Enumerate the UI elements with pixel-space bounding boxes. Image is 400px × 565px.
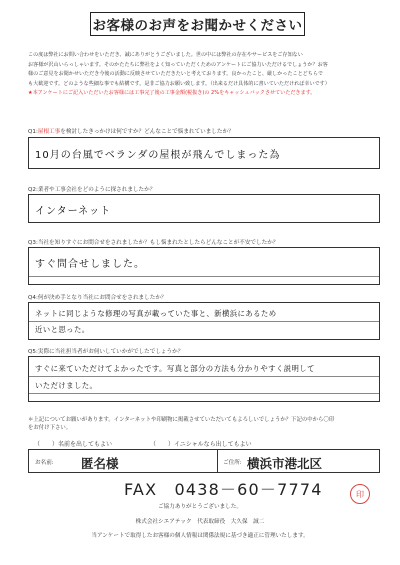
row-divider	[217, 450, 218, 472]
question-3-answer-box[interactable]	[28, 247, 380, 285]
question-5-answer-line: すぐに来ていただけてよかったです。写真と部分の方法も分かりやすく説明して	[35, 364, 315, 373]
question-1-prefix: Q1:	[28, 129, 38, 135]
answer-rule	[29, 321, 379, 322]
intro-paragraph	[28, 51, 380, 99]
publication-option-initials[interactable]: （ ）イニシャルなら出してもよい	[150, 441, 252, 448]
question-1-label	[28, 127, 234, 135]
question-4-label	[28, 293, 167, 301]
question-1-answer-box[interactable]	[28, 137, 380, 169]
intro-line: 様のご意見をお聞かせいただき今後の活動に反映させていただきたいと考えております。良かったこと、厳しかったことどちらで	[28, 71, 323, 78]
question-2-answer-box[interactable]	[28, 194, 380, 223]
answer-rule	[29, 393, 379, 394]
question-5-label	[28, 347, 183, 355]
customer-info-row	[28, 449, 380, 473]
question-1-text: を検討したきっかけは何ですか？どんなことで悩まれていましたか？	[60, 129, 234, 135]
question-1-highlight: 屋根工事	[37, 129, 61, 135]
intro-line: この度は弊社にお問い合わせをいただき、誠にありがとうございました。世の中には弊社の存在やサービスをご存知ない	[28, 52, 303, 58]
question-4-answer-line: ネットに同じような修理の写真が載っていた事と、新横浜にあるため	[35, 309, 277, 318]
question-2-answer: インターネット	[35, 206, 112, 217]
fax-number: FAX 0438－60－7774	[124, 480, 323, 499]
question-4-answer-line: 近いと思った。	[35, 325, 90, 334]
question-2-text: Q2:業者や工事会社をどのように探されましたか？	[28, 187, 156, 193]
seal-stamp	[350, 484, 370, 504]
address-value[interactable]: 横浜市港北区	[247, 456, 323, 471]
name-label: お名前:	[35, 460, 54, 466]
publication-option-name[interactable]: （ ）名前を出してもよい	[34, 441, 113, 448]
publication-note	[28, 416, 380, 432]
publication-note-line: ＊上記についてお願いがあります。インターネットや印刷物に掲載させていただいてもよろしいでしょうか？下記の中から〇印	[28, 417, 335, 423]
publication-note-line: をお付け下さい。	[28, 425, 72, 431]
question-5-text: Q5:実際に当社担当者がお伺いしていかがでしたでしょうか？	[28, 349, 184, 355]
question-3-answer: すぐ問合せしました。	[35, 259, 145, 270]
answer-rule	[29, 376, 379, 377]
question-4-answer-box[interactable]	[28, 302, 380, 340]
intro-line: も大歓迎です。どのような些細な事でも結構です。是非ご協力お願い致します。（出来るだけ具体的に書いていただければ幸いです）	[28, 80, 330, 87]
page-title	[90, 12, 305, 36]
page-title-text: お客様のお声をお聞かせください	[92, 18, 303, 34]
cashback-note: ★本アンケートにご記入いただいたお客様には工事完了後の工事金額(税抜き)の 2%をキャッシュバックさせていただきます。	[28, 90, 316, 97]
answer-rule	[29, 276, 379, 277]
privacy-notice: 当アンケートで取得したお客様の個人情報は関係法規に基づき適正に管理いたします。	[91, 533, 309, 539]
company-signature: 株式会社シエアテック 代表取締役 大久保 誠二	[135, 519, 265, 525]
question-2-label	[28, 185, 155, 193]
question-3-text: Q3:当社を知りすぐにお問合せをされましたか？もし悩まれたとしたらどんなことが不安でしたか？	[28, 240, 279, 246]
seal-stamp-mark: 印	[356, 489, 364, 499]
name-value[interactable]: 匿名様	[81, 456, 119, 471]
thanks-text: ご協力ありがとうございました。	[158, 504, 242, 510]
question-1-answer: 10月の台風でベランダの屋根が飛んでしまった為	[35, 150, 281, 161]
address-label: ご住所:	[223, 460, 242, 466]
question-4-text: Q4:何が決め手となり当社にお問合せをされましたか？	[28, 295, 167, 301]
intro-line: お客様が沢山いらっしゃいます。そのかたたちに弊社をよく知っていただくためのアンケートにご協力いただけるでしょうか？お客	[28, 61, 328, 68]
question-5-answer-line: いただけました。	[35, 381, 98, 390]
question-3-label	[28, 238, 278, 246]
question-5-answer-box[interactable]	[28, 356, 380, 402]
